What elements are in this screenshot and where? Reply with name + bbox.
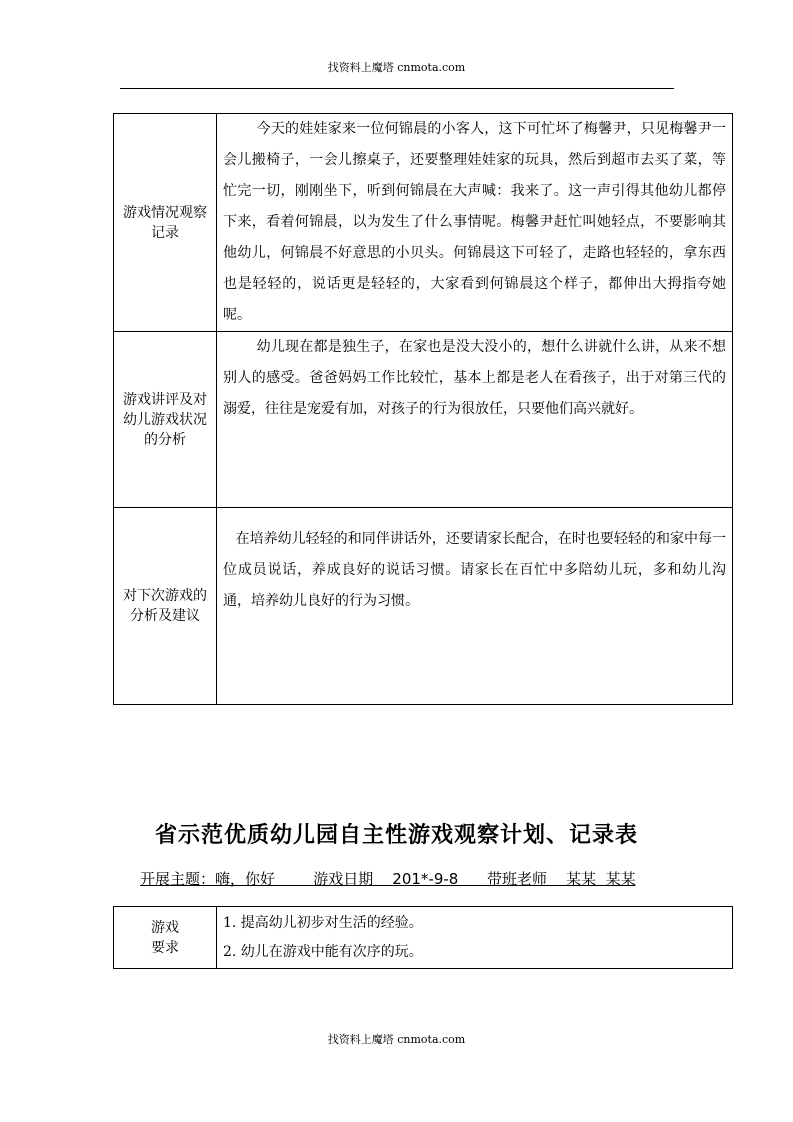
row-label-line: 要求: [151, 939, 179, 956]
row-label: 游戏情况观察记录: [123, 204, 207, 241]
row-content-cell: [217, 114, 733, 332]
requirement-item: 2. 幼儿在游戏中能有次序的玩。: [223, 943, 423, 960]
suggestion-text: 在培养幼儿轻轻的和同伴讲话外，还要请家长配合，在时也要轻轻的和家中每一位成员说话，养成良好的说话习惯。请家长在百忙中多陪幼儿玩，多和幼儿沟通，培养幼儿良好的行为习惯。: [223, 531, 726, 609]
observation-record-table: [113, 113, 733, 705]
row-label-cell: [114, 114, 217, 332]
date-label: 游戏日期: [313, 870, 374, 888]
game-requirements-table: [113, 906, 733, 969]
table-row: [114, 114, 733, 332]
page-header: 找资料上魔塔 cnmota.com: [327, 61, 466, 74]
theme-label: 开展主题：: [140, 870, 216, 888]
row-label: 游戏讲评及对幼儿游戏状况的分析: [123, 391, 207, 448]
row-content-cell: [217, 332, 733, 508]
page-title: 省示范优质幼儿园自主性游戏观察计划、记录表: [154, 822, 638, 848]
table-row: [114, 508, 733, 705]
header-rule: [120, 88, 674, 89]
date-value: 201*-9-8: [392, 870, 459, 888]
observation-record-text: 今天的娃娃家来一位何锦晨的小客人，这下可忙坏了梅馨尹，只见梅馨尹一会儿搬椅子，一会儿擦桌子，还要整理娃娃家的玩具，然后到超市去买了菜，等忙完一切，刚刚坐下，听到何锦晨在大声喊：我来了。这一声引得其他幼儿都停下来，看着何锦晨，以为发生了什么事情呢。梅馨尹赶忙叫她轻点，不要影响其他幼儿，何锦晨不好意思的小贝头。何锦晨这下可轻了，走路也轻轻的，拿东西也是轻轻的，说话更是轻轻的，大家看到何锦晨这个样子，都伸出大拇指夸她呢。: [223, 121, 726, 323]
teacher-value: 某某 某某: [566, 870, 636, 888]
row-content-cell: [217, 508, 733, 705]
row-label-cell: [114, 508, 217, 705]
row-content-cell: [217, 907, 733, 969]
meta-line: [140, 868, 636, 889]
analysis-text: 幼儿现在都是独生子，在家也是没大没小的，想什么讲就什么讲，从来不想别人的感受。爸爸妈妈工作比较忙，基本上都是老人在看孩子，出于对第三代的溺爱，往往是宠爱有加，对孩子的行为很放任，只要他们高兴就好。: [223, 339, 726, 417]
table-row: [114, 332, 733, 508]
theme-value: 嗨，你好: [215, 870, 276, 888]
teacher-label: 带班老师: [486, 870, 547, 888]
row-label-line: 游戏: [151, 919, 179, 936]
page-footer: 找资料上魔塔 cnmota.com: [327, 1033, 466, 1046]
row-label: 对下次游戏的分析及建议: [123, 588, 207, 624]
table-row: [114, 907, 733, 969]
row-label-cell: [114, 907, 217, 969]
requirement-item: 1. 提高幼儿初步对生活的经验。: [223, 914, 423, 931]
row-label-cell: [114, 332, 217, 508]
